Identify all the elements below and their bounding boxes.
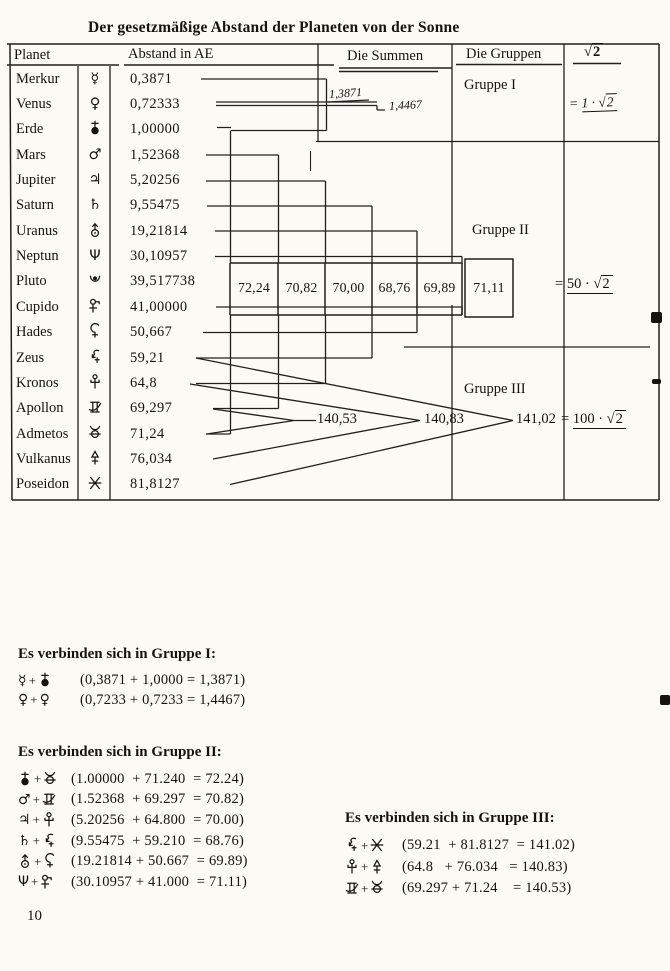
- factor: 100 ·: [572, 411, 604, 427]
- group1-section-title: Es verbinden sich in Gruppe I:: [18, 646, 216, 662]
- planet-distance: 19,21814: [130, 222, 188, 239]
- neptun-symbol: Ψ: [18, 874, 30, 891]
- radical-sign: √: [593, 276, 602, 292]
- scan-artifact: [652, 379, 661, 384]
- pair-formula: (64.8 + 76.034 = 140.83): [402, 858, 568, 875]
- apollon-symbol: [345, 880, 359, 897]
- mars-symbol: ♂: [88, 146, 102, 163]
- planet-name: Venus: [16, 95, 52, 112]
- pair-row: [345, 878, 575, 900]
- poseidon-symbol: [370, 837, 384, 854]
- jupiter-symbol: ♃: [88, 172, 102, 189]
- equals-sign: =: [555, 276, 564, 292]
- pair-symbols: [18, 771, 71, 788]
- plus-sign: +: [31, 874, 39, 890]
- sum-value: 72,24: [237, 280, 271, 295]
- pair-formula: (0,3871 + 1,0000 = 1,3871): [80, 672, 246, 689]
- pair-symbols: [18, 853, 71, 870]
- planet-distance: 69,297: [130, 400, 173, 417]
- planet-name: Saturn: [16, 197, 54, 214]
- plus-sign: +: [361, 859, 369, 875]
- planet-distance: 39,517738: [130, 273, 196, 290]
- pair-symbols: [18, 874, 71, 891]
- pair-row: [18, 691, 245, 711]
- planet-name: Jupiter: [16, 172, 56, 189]
- planet-distance: 0,3871: [130, 70, 173, 87]
- handwritten-sum-2: 1,4467: [388, 97, 423, 113]
- planet-name: Hades: [16, 324, 53, 341]
- planet-name: Erde: [16, 121, 44, 138]
- pair-formula: (59.21 + 81.8127 = 141.02): [402, 837, 575, 854]
- scan-artifact: [660, 695, 670, 705]
- merkur-symbol: ☿: [18, 672, 27, 689]
- plus-sign: +: [30, 692, 38, 708]
- sum-value: 69,89: [423, 280, 456, 295]
- group1-label: Gruppe I: [464, 77, 516, 93]
- pair-row: [18, 831, 248, 852]
- planet-distance: 50,667: [130, 324, 173, 341]
- planet-distance: 76,034: [130, 451, 173, 467]
- planet-name: Merkur: [16, 70, 60, 87]
- page-title: Der gesetzmäßige Abstand der Planeten von der Sonne: [88, 19, 460, 36]
- planet-name: Poseidon: [16, 476, 70, 493]
- pair-symbols: [18, 692, 80, 708]
- merkur-symbol: ☿: [90, 70, 100, 87]
- group2-equation: [555, 276, 613, 293]
- plus-sign: +: [32, 833, 40, 849]
- planet-name: Neptun: [16, 248, 59, 265]
- admetos-symbol: [370, 880, 384, 897]
- radical-sign: √: [584, 44, 592, 60]
- header-gruppen: Die Gruppen: [466, 46, 542, 62]
- pair-symbols: [345, 859, 402, 876]
- pair-formula: (5.20256 + 64.800 = 70.00): [71, 811, 244, 828]
- pair-row: [345, 857, 575, 879]
- header-planet: Planet: [14, 47, 51, 63]
- erde-symbol: [38, 672, 52, 689]
- group3-pairs: [345, 835, 575, 900]
- pair-symbols: [18, 791, 71, 808]
- pair-formula: (9.55475 + 59.210 = 68.76): [71, 832, 244, 849]
- plus-sign: +: [32, 812, 40, 828]
- sum-value: 70,00: [332, 280, 365, 295]
- pair-formula: (0,7233 + 0,7233 = 1,4467): [80, 691, 246, 708]
- pair-row: [345, 835, 575, 857]
- plus-sign: +: [32, 791, 40, 807]
- pair-row: [18, 671, 245, 691]
- cupido-symbol: [40, 874, 54, 891]
- factor: 50 ·: [566, 276, 590, 292]
- vulkanus-symbol: [370, 859, 384, 876]
- radical-sign: √: [598, 94, 607, 110]
- plus-sign: +: [361, 837, 369, 853]
- pair-formula: (19.21814 + 50.667 = 69.89): [71, 853, 248, 870]
- uranus-symbol: [18, 853, 32, 870]
- group1-pairs: [18, 671, 245, 710]
- plus-sign: +: [28, 672, 36, 688]
- pair-row: [18, 769, 248, 790]
- venus-symbol: ♀: [89, 95, 101, 112]
- planet-name: Kronos: [16, 374, 59, 391]
- planet-name: Zeus: [16, 349, 45, 366]
- planet-distance: 59,21: [130, 349, 165, 366]
- group2-section-title: Es verbinden sich in Gruppe II:: [18, 744, 222, 760]
- kronos-symbol: [345, 859, 359, 876]
- pair-row: [18, 872, 248, 893]
- radicand: 2: [601, 275, 612, 292]
- scan-artifact: [651, 312, 662, 323]
- radicand: 2: [605, 93, 616, 109]
- planet-name: Uranus: [16, 222, 58, 239]
- pair-formula: (1.00000 + 71.240 = 72.24): [71, 770, 244, 787]
- group3-sum-2: 140,83: [424, 411, 464, 427]
- pair-symbols: [345, 880, 402, 897]
- erde-symbol: [18, 771, 32, 788]
- plus-sign: +: [34, 771, 42, 787]
- group3-sum-1: 140,53: [317, 411, 357, 427]
- group3-section: [345, 810, 575, 900]
- saturn-symbol: ♄: [88, 197, 102, 214]
- planet-distance: 64,8: [130, 374, 157, 391]
- planet-distance: 1,52368: [130, 146, 180, 163]
- factor: 1 ·: [581, 94, 596, 111]
- planet-distance: 81,8127: [130, 476, 180, 493]
- sum-value: 68,76: [378, 280, 411, 295]
- hades-symbol: [43, 853, 57, 870]
- venus-symbol: ♀: [39, 692, 50, 709]
- page-number: 10: [27, 908, 42, 924]
- equals-sign: =: [561, 411, 570, 427]
- pair-row: [18, 851, 248, 872]
- group2-pairs: [18, 769, 248, 893]
- saturn-symbol: ♄: [18, 833, 31, 850]
- group3-section-title: Es verbinden sich in Gruppe III:: [345, 810, 555, 826]
- planet-distance: 1,00000: [130, 121, 180, 138]
- group2-section: [18, 744, 248, 893]
- neptun-symbol: Ψ: [89, 248, 101, 265]
- planet-name: Vulkanus: [16, 451, 71, 467]
- plus-sign: +: [361, 880, 369, 896]
- equals-sign: =: [568, 95, 579, 111]
- header-abstand: Abstand in AE: [128, 46, 214, 62]
- planet-name: Cupido: [16, 298, 59, 315]
- planet-name: Mars: [16, 146, 46, 163]
- planet-distance: 41,00000: [130, 298, 188, 315]
- apollon-symbol: [42, 791, 56, 808]
- planet-name: Apollon: [16, 400, 64, 417]
- header-summen: Die Summen: [347, 48, 424, 64]
- pair-formula: (1.52368 + 69.297 = 70.82): [71, 791, 244, 808]
- radicand: 2: [615, 410, 626, 427]
- pair-symbols: [18, 833, 71, 850]
- plus-sign: +: [34, 853, 42, 869]
- zeus-symbol: [345, 837, 359, 854]
- mars-symbol: ♂: [18, 791, 31, 808]
- group3-sum-3: 141,02: [516, 411, 556, 427]
- pair-row: [18, 790, 248, 811]
- kronos-symbol: [42, 812, 56, 829]
- venus-symbol: ♀: [18, 692, 29, 709]
- planet-distance: 71,24: [130, 425, 165, 442]
- planet-name: Admetos: [16, 425, 69, 442]
- group1-section: [18, 646, 245, 710]
- group2-label: Gruppe II: [472, 222, 529, 238]
- pair-symbols: [345, 837, 402, 854]
- planet-distance: 30,10957: [130, 248, 188, 265]
- group3-equation: [561, 411, 626, 428]
- pair-formula: (69.297 + 71.24 = 140.53): [402, 880, 572, 897]
- group3-label: Gruppe III: [464, 381, 526, 397]
- radical-sign: √: [606, 411, 615, 427]
- admetos-symbol: [43, 771, 57, 788]
- planet-name: Pluto: [16, 273, 47, 290]
- radicand: 2: [592, 43, 603, 60]
- planet-distance: 5,20256: [130, 172, 180, 189]
- zeus-symbol: [42, 833, 56, 850]
- pair-symbols: [18, 812, 71, 829]
- sum-value: 70,82: [285, 280, 318, 295]
- planet-distance: 9,55475: [130, 197, 180, 214]
- sum-value: 71,11: [473, 280, 505, 295]
- group1-equation: [569, 94, 617, 112]
- pair-symbols: [18, 672, 80, 689]
- pair-row: [18, 810, 248, 831]
- handwritten-sum-1: 1,3871: [328, 84, 363, 102]
- pair-formula: (30.10957 + 41.000 = 71.11): [71, 873, 248, 890]
- jupiter-symbol: ♃: [18, 812, 31, 829]
- planet-distance: 0,72333: [130, 95, 180, 112]
